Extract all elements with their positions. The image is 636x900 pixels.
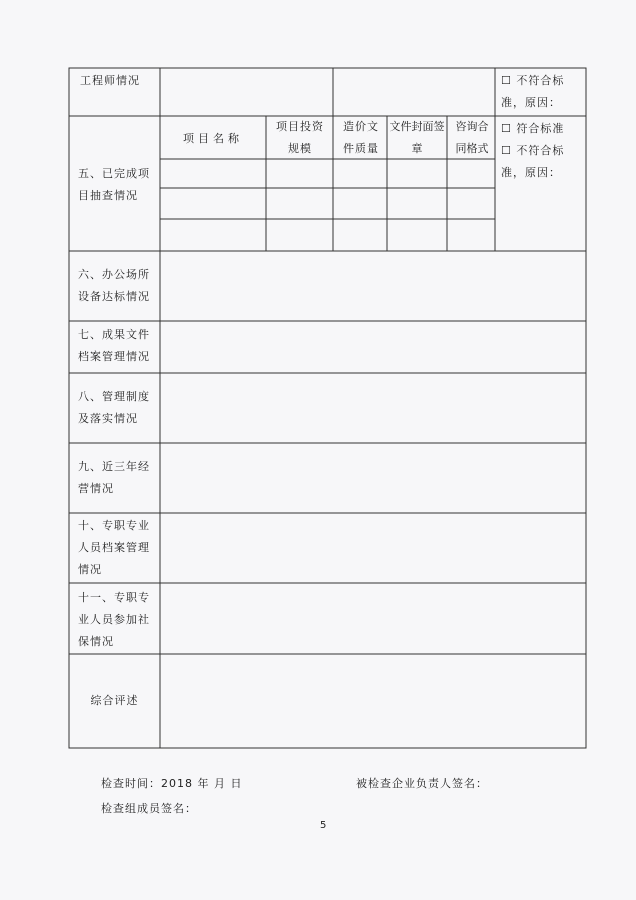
header-cover-seal: 文件封面签章	[389, 120, 445, 155]
summary-label: 综合评述	[90, 694, 139, 707]
management-label: 八、管理制度及落实情况	[78, 390, 150, 425]
result-conforming: ☐ 符合标准	[501, 122, 565, 135]
company-signature: 被检查企业负责人签名：	[356, 777, 488, 790]
result-nonconforming: ☐ 不符合标准，原因：	[501, 144, 565, 179]
engineer-result: ☐ 不符合标准，原因：	[501, 74, 565, 109]
archives-label: 七、成果文件档案管理情况	[78, 328, 150, 363]
engineer-label: 工程师情况	[80, 74, 140, 87]
operation-label: 九、近三年经营情况	[78, 460, 150, 495]
group-signature: 检查组成员签名：	[101, 802, 197, 815]
social-security-label: 十一、专职专业人员参加社保情况	[78, 591, 150, 648]
header-project-name: 项目名称	[183, 132, 243, 145]
office-label: 六、办公场所设备达标情况	[78, 268, 150, 303]
header-cost-file-quality: 造价文件质量	[343, 120, 379, 155]
staff-archives-label: 十、专职专业人员档案管理情况	[78, 519, 150, 576]
page-number: 5	[320, 820, 328, 831]
header-investment-scale: 项目投资规模	[276, 120, 324, 155]
check-time: 检查时间：2018 年 月 日	[101, 777, 243, 790]
completed-projects-label: 五、已完成项目抽查情况	[78, 167, 150, 202]
header-contract-format: 咨询合同格式	[455, 120, 489, 155]
